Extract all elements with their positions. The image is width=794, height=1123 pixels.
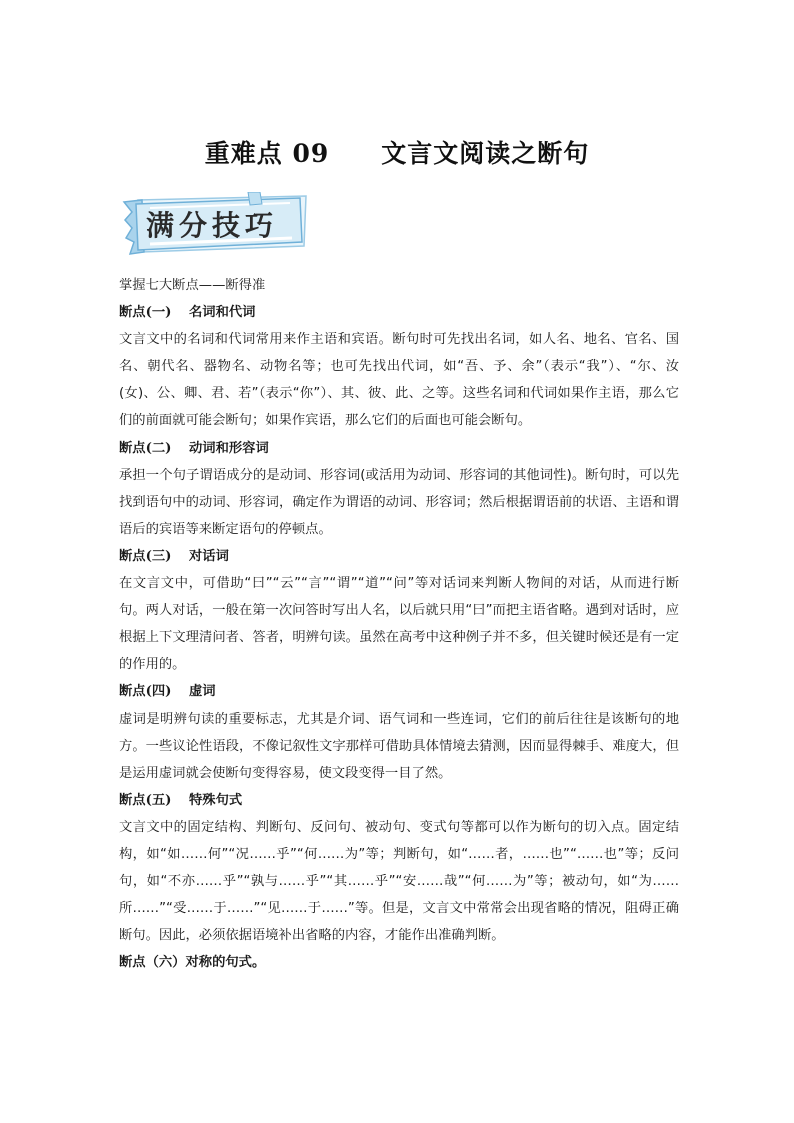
section-heading	[119, 543, 679, 570]
section-body: 文言文中的名词和代词常用来作主语和宾语。断句时可先找出名词，如人名、地名、官名、国名、朝代名、器物名、动物名等；也可先找出代词，如“吾、予、余”（表示“我”）、“尔、汝(女)、公、卿、君、若”（表示“你”）、其、彼、此、之等。这些名词和代词如果作主语，那么它们的前面就可能会断句；如果作宾语，那么它们的后面也可能会断句。	[119, 332, 679, 429]
section-heading	[119, 787, 679, 814]
page-title	[0, 134, 794, 170]
section-name: 特殊句式	[189, 792, 243, 808]
document-body	[119, 272, 679, 976]
section-heading	[119, 435, 679, 462]
section-number: 断点(二)	[119, 440, 172, 456]
title-part-1: 重难点 09	[204, 139, 330, 168]
title-part-2: 文言文阅读之断句	[381, 139, 590, 168]
section-number: 断点(一)	[119, 305, 172, 321]
section-number: 断点(五)	[119, 792, 172, 808]
section-name: 虚词	[189, 684, 216, 700]
intro-text: 掌握七大断点——断得准	[119, 278, 266, 293]
section-body: 虚词是明辨句读的重要标志，尤其是介词、语气词和一些连词，它们的前后往往是该断句的地方。一些议论性语段，不像记叙性文字那样可借助具体情境去猜测，因而显得棘手、难度大，但是运用虚词就会使断句变得容易，使文段变得一目了然。	[119, 711, 679, 781]
section-name: 对话词	[189, 548, 229, 564]
section-number: 断点(三)	[119, 548, 172, 564]
section-body: 文言文中的固定结构、判断句、反问句、被动句、变式句等都可以作为断句的切入点。固定结构，如“如……何”“况……乎”“何……为”等；判断句，如“……者，……也”“……也”等；反问句，如“不亦……乎”“孰与……乎”“其……乎”“安……哉”“何……为”等；被动句，如“为……所……”“受……于……”“见……于……”等。但是，文言文中常常会出现省略的情况，阻碍正确断句。因此，必须依据语境补出省略的内容，才能作出准确判断。	[119, 819, 679, 944]
section-body: 承担一个句子谓语成分的是动词、形容词(或活用为动词、形容词的其他词性)。断句时，可以先找到语句中的动词、形容词，确定作为谓语的动词、形容词；然后根据谓语前的状语、主语和谓语后的宾语等来断定语句的停顿点。	[119, 467, 679, 537]
section-banner	[120, 192, 310, 258]
section-heading	[119, 678, 679, 705]
section-heading	[119, 299, 679, 326]
section-number: 断点(四)	[119, 684, 172, 700]
section-name: 名词和代词	[189, 305, 256, 321]
banner-text: 满分技巧	[146, 209, 279, 242]
section-heading-last: 断点（六）对称的句式。	[119, 955, 266, 971]
section-body: 在文言文中，可借助“曰”“云”“言”“谓”“道”“问”等对话词来判断人物间的对话，从而进行断句。两人对话，一般在第一次问答时写出人名，以后就只用“曰”而把主语省略。遇到对话时，应根据上下文理清问者、答者，明辨句读。虽然在高考中这种例子并不多，但关键时候还是有一定的作用的。	[119, 576, 679, 673]
section-name: 动词和形容词	[189, 440, 269, 456]
